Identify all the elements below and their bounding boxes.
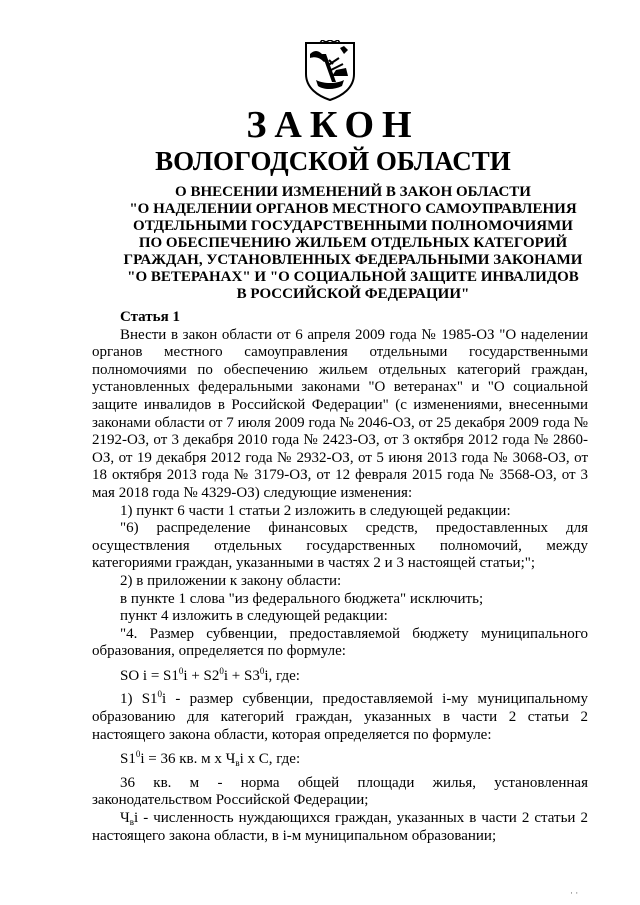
subvention-formula — [92, 665, 588, 686]
subtitle-line: ОТДЕЛЬНЫМИ ГОСУДАРСТВЕННЫМИ ПОЛНОМОЧИЯМИ — [133, 218, 573, 234]
article-body — [92, 309, 588, 845]
subtitle-line: "О НАДЕЛЕНИИ ОРГАНОВ МЕСТНОГО САМОУПРАВЛЕНИЯ — [129, 201, 577, 217]
amendment-item-2-a: в пункте 1 слова "из федерального бюджета" исключить; — [120, 590, 484, 607]
s1-formula — [92, 751, 588, 769]
subtitle-line: "О ВЕТЕРАНАХ" И "О СОЦИАЛЬНОЙ ЗАЩИТЕ ИНВАЛИДОВ — [127, 269, 579, 285]
subtitle-line: ГРАЖДАН, УСТАНОВЛЕННЫХ ФЕДЕРАЛЬНЫМИ ЗАКОНАМИ — [123, 252, 583, 268]
formula-part: i + S3 — [223, 667, 260, 684]
subtitle-line: В РОССИЙСКОЙ ФЕДЕРАЦИИ" — [236, 286, 470, 302]
subtitle-line: О ВНЕСЕНИИ ИЗМЕНЕНИЙ В ЗАКОН ОБЛАСТИ — [175, 184, 531, 200]
formula-sup: 0 — [178, 665, 184, 676]
amendment-item-1: 1) пункт 6 части 1 статьи 2 изложить в следующей редакции: — [120, 502, 511, 519]
subtitle-line: ПО ОБЕСПЕЧЕНИЮ ЖИЛЬЕМ ОТДЕЛЬНЫХ КАТЕГОРИЙ — [138, 235, 568, 251]
vologda-coat-of-arms-icon — [302, 40, 358, 102]
formula-part: S1 — [120, 751, 136, 768]
region-name: ВОЛОГОДСКОЙ ОБЛАСТИ — [155, 146, 511, 176]
amendment-item-2-c: "4. Размер субвенции, предоставляемой бюджету муниципального образования, определяется по формуле: — [92, 625, 588, 660]
def-sub: в — [129, 817, 134, 828]
formula-part: i + S2 — [183, 667, 220, 684]
law-title: ЗАКОН — [246, 104, 420, 146]
law-subtitle — [118, 184, 588, 303]
article-intro: Внести в закон области от 6 апреля 2009 года № 1985-ОЗ "О наделении органов местного самоуправления отдельными государственными полномочиями по обеспечению жильем отдельных категорий граждан, установленных федеральными законами "О ветеранах" и "О социальной защите инвалидов в Российской Федерации" (с изменениями, внесенными законами области от 7 июля 2009 года № 2046-ОЗ, от 25 декабря 2009 года № 2192-ОЗ, от 3 декабря 2010 года № 2423-ОЗ, от 3 октября 2012 года № 2860-ОЗ, от 19 декабря 2012 года № 2932-ОЗ, от 5 июня 2013 года № 3068-ОЗ, от 18 октября 2013 года № 3179-ОЗ, от 12 февраля 2015 года № 3568-ОЗ, от 3 мая 2018 года № 4329-ОЗ) следующие изменения: — [92, 326, 588, 501]
article-heading: Статья 1 — [120, 309, 180, 325]
formula-part: SO i = S1 — [120, 667, 179, 684]
page-mark: · · — [570, 888, 579, 898]
def-part: i - численность нуждающихся граждан, указанных в части 2 статьи 2 настоящего закона области, в i-м муниципальном образовании; — [92, 810, 588, 844]
amendment-item-1-text: "6) распределение финансовых средств, предоставленных для осуществления отдельных государственных полномочий, между категориями граждан, указанными в частях 2 и 3 настоящей статьи;"; — [92, 520, 588, 572]
definition-norm: 36 кв. м - норма общей площади жилья, установленная законодательством Российской Федерации; — [92, 774, 588, 809]
formula-sub: в — [235, 758, 240, 769]
def-part: 1) S1 — [120, 691, 158, 708]
definition-s1 — [92, 691, 588, 744]
definition-chv — [92, 810, 588, 845]
formula-sup: 0 — [219, 665, 224, 676]
amendment-item-2-b: пункт 4 изложить в следующей редакции: — [120, 608, 388, 625]
formula-part: i = 36 кв. м х Ч — [140, 751, 236, 768]
def-sup: 0 — [157, 689, 163, 700]
def-part: Ч — [120, 810, 130, 827]
amendment-item-2: 2) в приложении к закону области: — [120, 572, 342, 589]
formula-sup: 0 — [135, 749, 141, 760]
formula-part: i х С, где: — [239, 751, 301, 768]
formula-part: i, где: — [264, 667, 300, 684]
def-part: i - размер субвенции, предоставляемой i-му муниципальному образованию для категорий граждан, указанных в части 2 статьи 2 настоящего закона области, которая определяется по формуле: — [92, 691, 588, 743]
formula-sup: 0 — [259, 665, 265, 676]
